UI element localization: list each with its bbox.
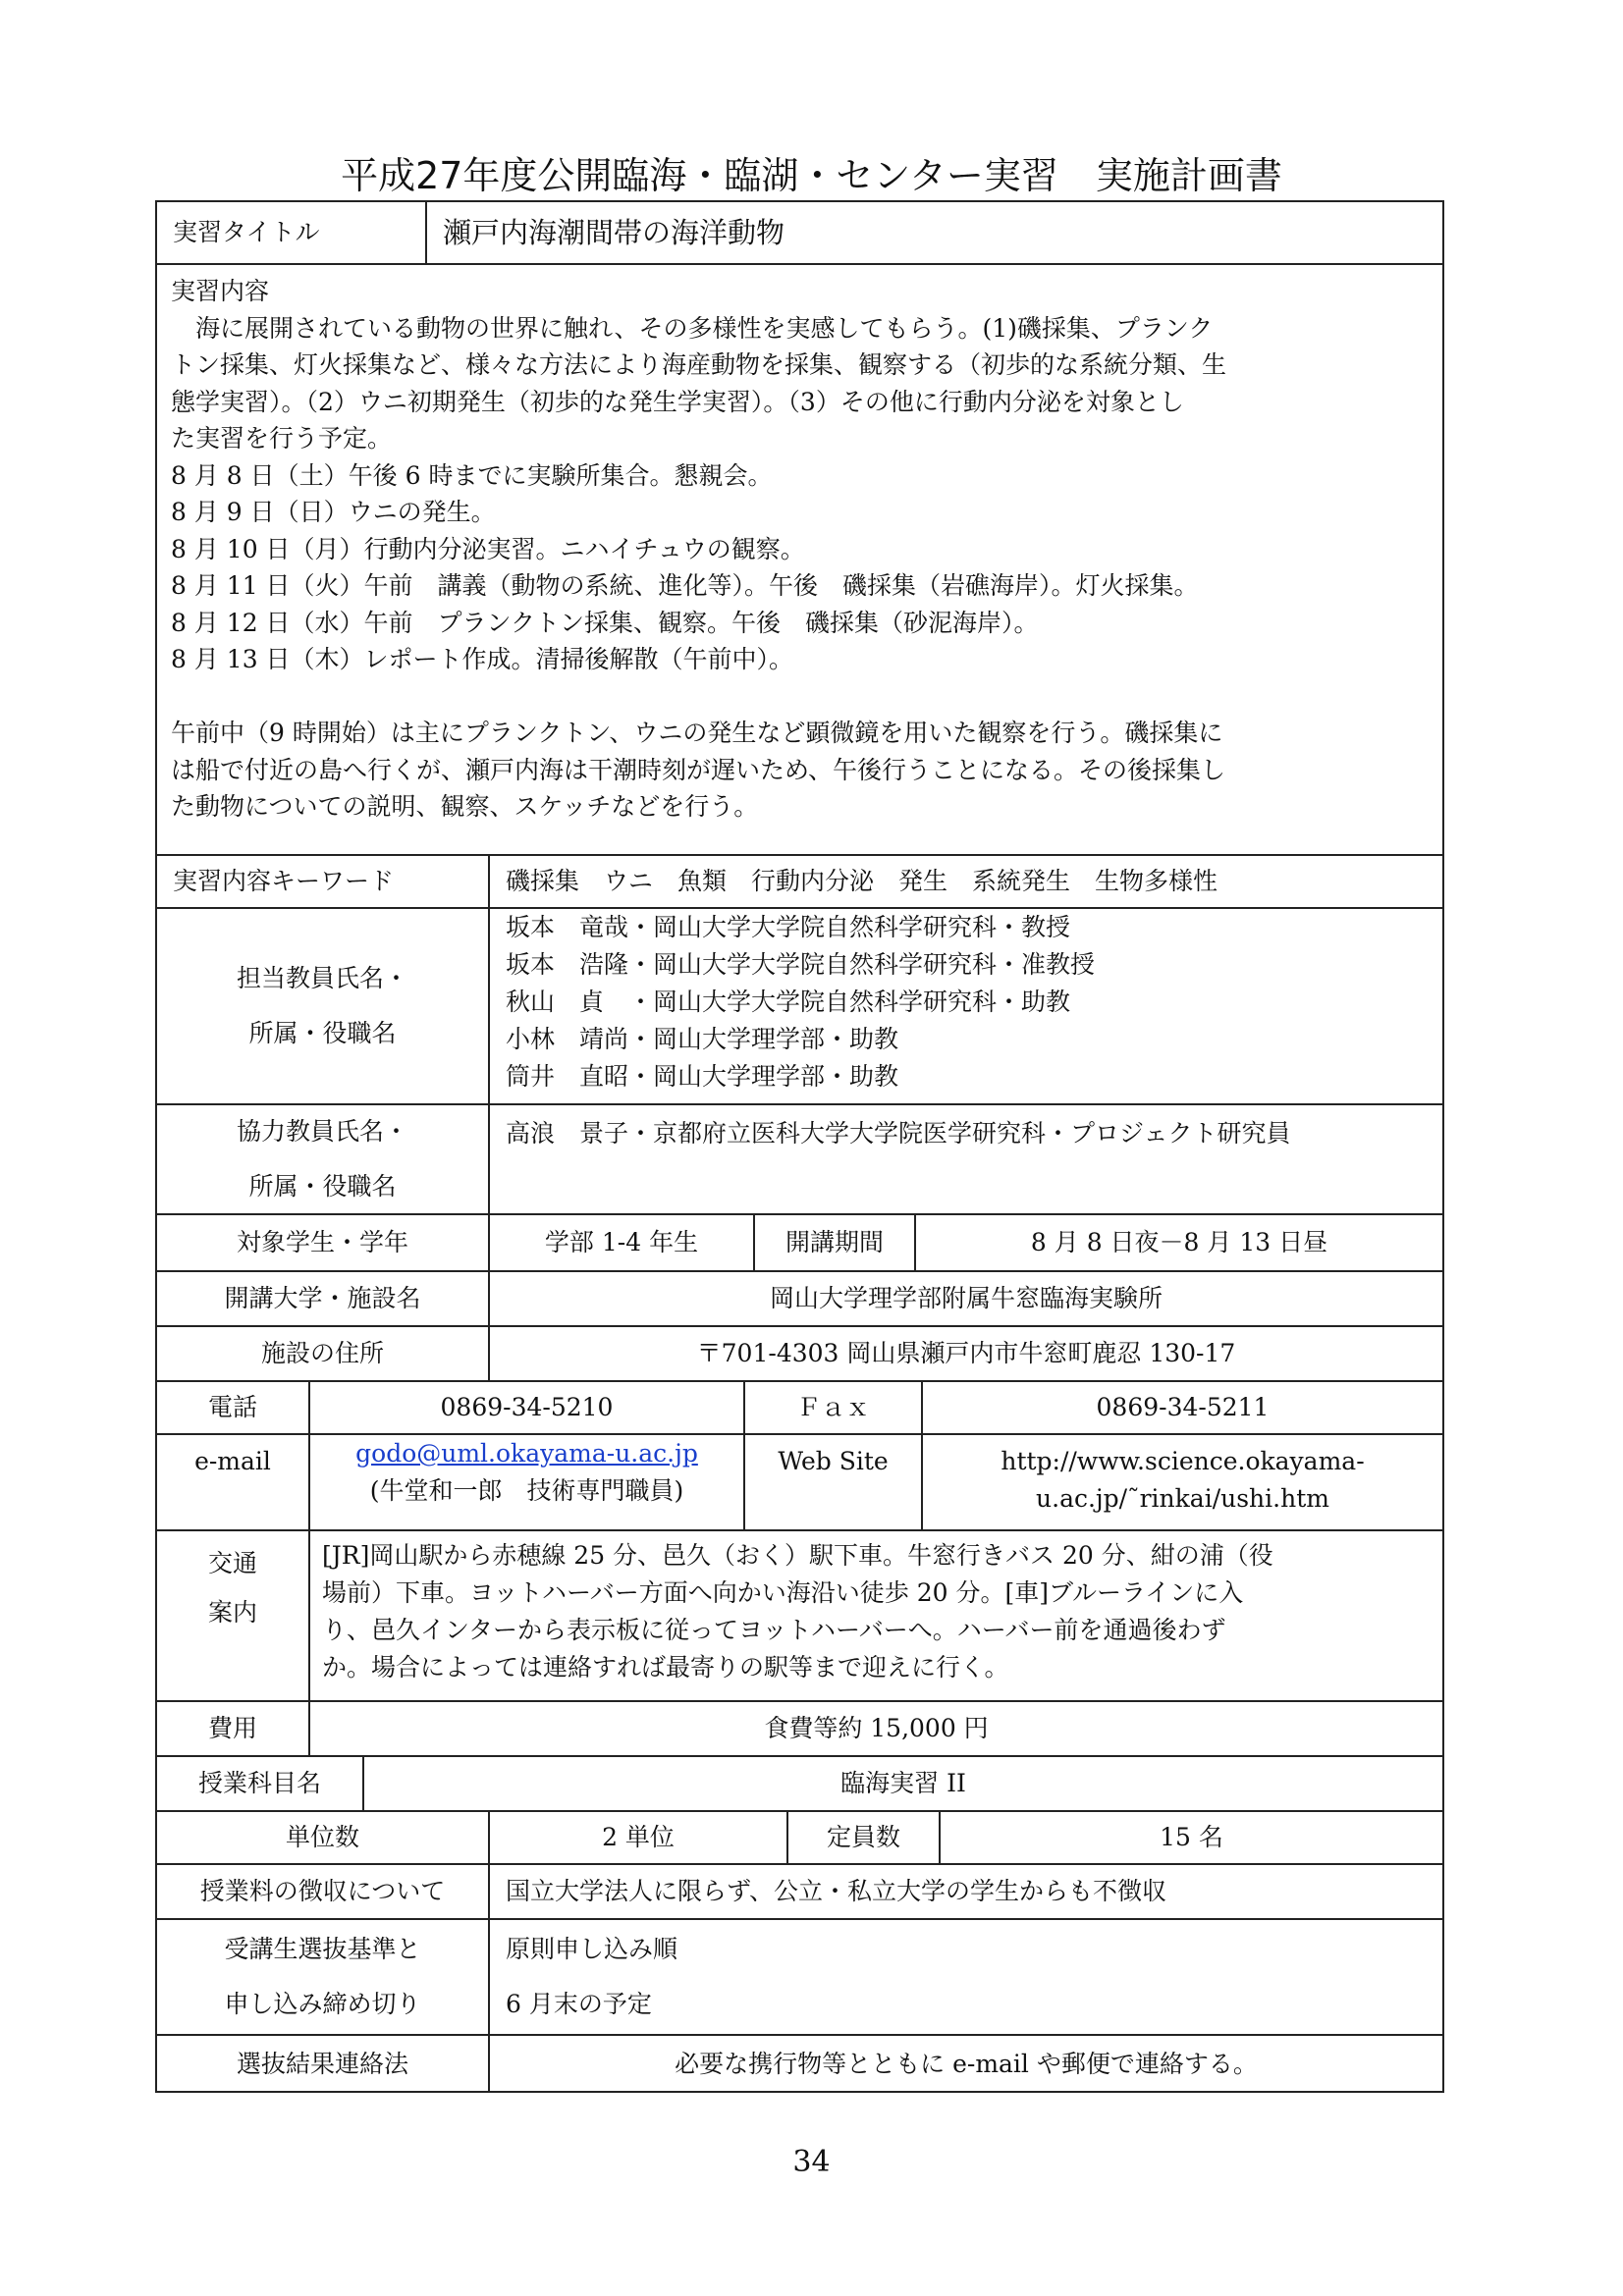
label-subject: 授業科目名: [197, 1769, 321, 1797]
label-course-title: 実習タイトル: [173, 218, 320, 246]
label-notification: 選抜結果連絡法: [236, 2050, 408, 2078]
value-tuition: 国立大学法人に限らず、公立・私立大学の学生からも不徴収: [488, 1865, 1442, 1918]
selection-line: 6 月末の予定: [506, 1990, 652, 2018]
label-tuition: 授業料の徴収について: [199, 1877, 446, 1905]
email-contact: (牛堂和一郎 技術専門職員): [369, 1476, 684, 1505]
label-web: Web Site: [743, 1435, 921, 1529]
value-cost: 食費等約 15,000 円: [308, 1702, 1442, 1755]
row-email: [157, 1433, 1442, 1529]
value-period: 8 月 8 日夜－8 月 13 日昼: [914, 1215, 1442, 1270]
row-keywords: [157, 854, 1442, 907]
row-teachers: [157, 907, 1442, 1103]
label-phone: 電話: [207, 1393, 257, 1421]
row-notification: [157, 2034, 1442, 2093]
content-line: は船で付近の島へ行くが、瀬戸内海は干潮時刻が遅いため、午後行うことになる。その後採集し: [171, 755, 1226, 784]
row-selection: [157, 1918, 1442, 2034]
teacher-line: 坂本 竜哉・岡山大学大学院自然科学研究科・教授: [506, 913, 1071, 941]
value-units: 2 単位: [488, 1812, 786, 1863]
value-address: 〒701-4303 岡山県瀬戸内市牛窓町鹿忍 130-17: [488, 1327, 1442, 1380]
value-selection: [488, 1920, 1442, 2034]
schedule-line: 8 月 13 日（木）レポート作成。清掃後解散（午前中）。: [171, 645, 794, 673]
content-line: 態学実習）。（2）ウニ初期発生（初歩的な発生学実習）。（3）その他に行動内分泌を対象とし: [171, 387, 1184, 416]
row-facility: [157, 1270, 1442, 1325]
row-subject: [157, 1755, 1442, 1810]
teacher-line: 筒井 直昭・岡山大学理学部・助教: [506, 1062, 899, 1091]
label-target: 対象学生・学年: [236, 1228, 408, 1256]
content-cell: [157, 265, 1442, 854]
label-selection: 受講生選抜基準と 申し込み締め切り: [224, 1935, 421, 2018]
row-address: [157, 1325, 1442, 1380]
teacher-line: 秋山 貞 ・岡山大学大学院自然科学研究科・助教: [506, 988, 1071, 1016]
content-line: 海に展開されている動物の世界に触れ、その多様性を実感してもらう。(1)磯採集、プランク: [171, 313, 1214, 343]
document-title: 平成27年度公開臨海・臨湖・センター実習 実施計画書: [341, 154, 1282, 197]
value-access: [308, 1531, 1442, 1700]
teacher-line: 小林 靖尚・岡山大学理学部・助教: [506, 1025, 899, 1053]
value-keywords: 磯採集 ウニ 魚類 行動内分泌 発生 系統発生 生物多様性: [488, 856, 1442, 907]
label-units: 単位数: [285, 1823, 359, 1851]
row-tuition: [157, 1863, 1442, 1918]
label-cost: 費用: [207, 1714, 257, 1742]
label-address: 施設の住所: [260, 1339, 384, 1367]
content-line: た実習を行う予定。: [171, 424, 393, 453]
row-cooperating: [157, 1103, 1442, 1213]
content-label: 実習内容: [171, 277, 270, 305]
value-web: http://www.science.okayama- u.ac.jp/˜rinkai/ushi.htm: [921, 1435, 1442, 1529]
label-teachers: 担当教員氏名・ 所属・役職名: [236, 964, 408, 1047]
label-cooperating: 協力教員氏名・ 所属・役職名: [236, 1117, 408, 1201]
value-facility: 岡山大学理学部附属牛窓臨海実験所: [488, 1272, 1442, 1325]
row-cost: [157, 1700, 1442, 1755]
row-access: [157, 1529, 1442, 1700]
page-number: 34: [792, 2145, 831, 2179]
access-line: [JR]岡山駅から赤穂線 25 分、邑久（おく）駅下車。牛窓行きバス 20 分、紺の浦（役: [322, 1541, 1273, 1570]
label-access: 交通 案内: [207, 1549, 257, 1627]
row-target: [157, 1213, 1442, 1270]
row-course-title: [157, 202, 1442, 263]
schedule-line: 8 月 10 日（月）行動内分泌実習。ニハイチュウの観察。: [171, 534, 805, 563]
value-phone: 0869-34-5210: [308, 1382, 743, 1433]
value-notification: 必要な携行物等とともに e-mail や郵便で連絡する。: [488, 2036, 1442, 2093]
label-email: e-mail: [194, 1447, 271, 1475]
row-phone: [157, 1380, 1442, 1433]
teacher-line: 坂本 浩隆・岡山大学大学院自然科学研究科・准教授: [506, 950, 1096, 979]
label-period: 開講期間: [753, 1215, 914, 1270]
content-line: 午前中（9 時開始）は主にプランクトン、ウニの発生など顕微鏡を用いた観察を行う。磯採集に: [171, 719, 1223, 747]
value-cooperating: 高浪 景子・京都府立医科大学大学院医学研究科・プロジェクト研究員: [488, 1105, 1442, 1213]
schedule-line: 8 月 9 日（日）ウニの発生。: [171, 498, 496, 526]
access-line: か。場合によっては連絡すれば最寄りの駅等まで迎えに行く。: [322, 1653, 1009, 1682]
value-target: 学部 1-4 年生: [488, 1215, 753, 1270]
schedule-line: 8 月 8 日（土）午後 6 時までに実験所集合。懇親会。: [171, 460, 773, 490]
access-line: 場前）下車。ヨットハーバー方面へ向かい海沿い徒歩 20 分。[車]ブルーラインに入: [322, 1578, 1244, 1607]
value-email: [308, 1435, 743, 1529]
value-fax: 0869-34-5211: [921, 1382, 1442, 1433]
label-capacity: 定員数: [786, 1812, 939, 1863]
value-capacity: 15 名: [939, 1812, 1442, 1863]
row-content: [157, 263, 1442, 854]
value-course-title: 瀬戸内海潮間帯の海洋動物: [425, 202, 1442, 263]
label-fax: Ｆａｘ: [743, 1382, 921, 1433]
row-units: [157, 1810, 1442, 1863]
label-facility: 開講大学・施設名: [224, 1284, 421, 1312]
schedule-line: 8 月 11 日（火）午前 講義（動物の系統、進化等）。午後 磯採集（岩礁海岸）。灯火採集。: [171, 571, 1199, 600]
content-line: た動物についての説明、観察、スケッチなどを行う。: [171, 792, 759, 821]
plan-table: [155, 200, 1444, 2093]
content-line: トン採集、灯火採集など、様々な方法により海産動物を採集、観察する（初歩的な系統分類、生: [171, 350, 1227, 379]
email-link[interactable]: godo@uml.okayama-u.ac.jp: [355, 1439, 698, 1468]
blank-line: [171, 678, 1429, 716]
access-line: り、邑久インターから表示板に従ってヨットハーバーへ。ハーバー前を通過後わず: [322, 1616, 1226, 1644]
schedule-line: 8 月 12 日（水）午前 プランクトン採集、観察。午後 磯採集（砂泥海岸）。: [171, 608, 1039, 637]
value-subject: 臨海実習 II: [362, 1757, 1442, 1810]
value-teachers: [488, 909, 1442, 1103]
selection-line: 原則申し込み順: [506, 1935, 678, 1963]
label-keywords: 実習内容キーワード: [173, 867, 395, 895]
